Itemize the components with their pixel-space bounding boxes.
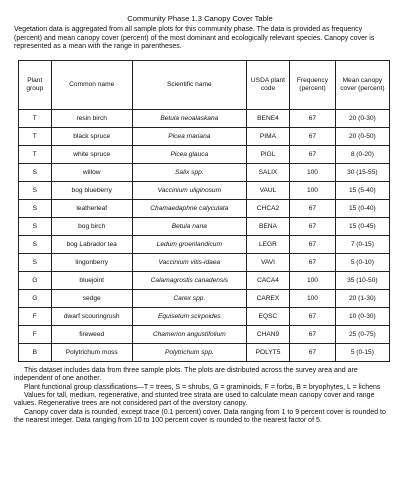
- cell-common-name: lingonberry: [51, 253, 132, 271]
- cell-mean-cover: 15 (5-40): [335, 181, 389, 199]
- table-row: [19, 289, 390, 307]
- cell-scientific-name: Carex spp.: [132, 289, 246, 307]
- cell-frequency: 100: [290, 289, 336, 307]
- cell-plant-group: F: [19, 307, 52, 325]
- cell-common-name: fireweed: [51, 325, 132, 343]
- cell-usda-code: VAUL: [246, 181, 289, 199]
- cell-usda-code: CHAN9: [246, 325, 289, 343]
- table-row: [19, 127, 390, 145]
- cell-usda-code: SALIX: [246, 163, 289, 181]
- header-mean-cover: Mean canopy cover (percent): [335, 60, 389, 109]
- cell-scientific-name: Polytrichum spp.: [132, 343, 246, 361]
- cell-frequency: 67: [290, 127, 336, 145]
- cell-scientific-name: Chamerion angustifolium: [132, 325, 246, 343]
- cell-common-name: bog birch: [51, 217, 132, 235]
- cell-usda-code: VAVI: [246, 253, 289, 271]
- cell-common-name: white spruce: [51, 145, 132, 163]
- cell-scientific-name: Betula nana: [132, 217, 246, 235]
- cell-scientific-name: Vaccinium vitis-idaea: [132, 253, 246, 271]
- cell-common-name: bog blueberry: [51, 181, 132, 199]
- cell-scientific-name: Calamagrostis canadensis: [132, 271, 246, 289]
- cell-frequency: 67: [290, 307, 336, 325]
- canopy-cover-table: [18, 60, 390, 362]
- cell-frequency: 67: [290, 217, 336, 235]
- note-functional-groups: Plant functional group classifications—T = trees, S = shrubs, G = graminoids, F = forbs, B = bryophytes, L = lichens: [24, 383, 381, 391]
- cell-plant-group: S: [19, 235, 52, 253]
- table-row: [19, 325, 390, 343]
- cell-plant-group: B: [19, 343, 52, 361]
- cell-plant-group: G: [19, 271, 52, 289]
- header-plant-group: Plant group: [19, 60, 52, 109]
- cell-scientific-name: Equisetum scirpoides: [132, 307, 246, 325]
- cell-usda-code: LEGR: [246, 235, 289, 253]
- cell-usda-code: EQSC: [246, 307, 289, 325]
- note-rounding: Canopy cover data is rounded, except trace (0.1 percent) cover. Data ranging from 1 to 9 percent cover is rounded to the nearest integer. Data ranging from 10 to 100 percent cover is rounded to the nearest factor of 5.: [14, 408, 386, 425]
- table-header-row: [19, 60, 390, 109]
- cell-common-name: bluejoint: [51, 271, 132, 289]
- cell-mean-cover: 15 (0-45): [335, 217, 389, 235]
- cell-usda-code: BENE4: [246, 109, 289, 127]
- cell-usda-code: CAREX: [246, 289, 289, 307]
- cell-mean-cover: 30 (15-55): [335, 163, 389, 181]
- cell-mean-cover: 15 (0-40): [335, 199, 389, 217]
- table-row: [19, 253, 390, 271]
- cell-common-name: Polytrichum moss: [51, 343, 132, 361]
- cell-mean-cover: 5 (0-15): [335, 343, 389, 361]
- table-row: [19, 181, 390, 199]
- cell-scientific-name: Ledum groenlandicum: [132, 235, 246, 253]
- table-row: [19, 271, 390, 289]
- cell-usda-code: POLYT5: [246, 343, 289, 361]
- cell-common-name: leatherleaf: [51, 199, 132, 217]
- cell-mean-cover: 20 (1-30): [335, 289, 389, 307]
- table-row: [19, 109, 390, 127]
- cell-scientific-name: Vaccinium uliginosum: [132, 181, 246, 199]
- cell-plant-group: T: [19, 145, 52, 163]
- cell-mean-cover: 5 (0-10): [335, 253, 389, 271]
- table-row: [19, 307, 390, 325]
- cell-frequency: 67: [290, 199, 336, 217]
- cell-frequency: 100: [290, 163, 336, 181]
- cell-frequency: 67: [290, 145, 336, 163]
- cell-frequency: 67: [290, 235, 336, 253]
- cell-common-name: resin birch: [51, 109, 132, 127]
- table-row: [19, 217, 390, 235]
- table-row: [19, 199, 390, 217]
- cell-mean-cover: 10 (0-30): [335, 307, 389, 325]
- cell-usda-code: PIGL: [246, 145, 289, 163]
- cell-plant-group: S: [19, 253, 52, 271]
- cell-scientific-name: Chamaedaphne calyculata: [132, 199, 246, 217]
- cell-mean-cover: 8 (0-20): [335, 145, 389, 163]
- cell-frequency: 67: [290, 109, 336, 127]
- cell-scientific-name: Picea glauca: [132, 145, 246, 163]
- table-body: [19, 109, 390, 361]
- cell-scientific-name: Salix spp.: [132, 163, 246, 181]
- cell-frequency: 67: [290, 253, 336, 271]
- document-title: Community Phase 1.3 Canopy Cover Table: [127, 14, 273, 23]
- table-row: [19, 163, 390, 181]
- cell-plant-group: G: [19, 289, 52, 307]
- cell-frequency: 100: [290, 271, 336, 289]
- cell-common-name: willow: [51, 163, 132, 181]
- cell-usda-code: PIMA: [246, 127, 289, 145]
- header-common-name: Common name: [51, 60, 132, 109]
- cell-plant-group: S: [19, 199, 52, 217]
- cell-plant-group: T: [19, 127, 52, 145]
- cell-plant-group: F: [19, 325, 52, 343]
- cell-mean-cover: 20 (0-50): [335, 127, 389, 145]
- notes-section: [14, 367, 386, 426]
- cell-usda-code: CACA4: [246, 271, 289, 289]
- cell-scientific-name: Picea mariana: [132, 127, 246, 145]
- table-row: [19, 343, 390, 361]
- cell-common-name: bog Labrador tea: [51, 235, 132, 253]
- cell-scientific-name: Betula neoalaskana: [132, 109, 246, 127]
- cell-plant-group: T: [19, 109, 52, 127]
- cell-frequency: 100: [290, 181, 336, 199]
- cell-mean-cover: 20 (0-30): [335, 109, 389, 127]
- cell-usda-code: BENA: [246, 217, 289, 235]
- header-frequency: Frequency (percent): [290, 60, 336, 109]
- cell-plant-group: S: [19, 163, 52, 181]
- table-row: [19, 145, 390, 163]
- header-usda-code: USDA plant code: [246, 60, 289, 109]
- header-scientific-name: Scientific name: [132, 60, 246, 109]
- table-row: [19, 235, 390, 253]
- cell-usda-code: CHCA2: [246, 199, 289, 217]
- note-tree-strata: Values for tall, medium, regenerative, and stunted tree strata are used to calculate mean canopy cover and range values. Regenerative trees are not considered part of the overstory canopy.: [14, 392, 375, 408]
- cell-mean-cover: 35 (10-50): [335, 271, 389, 289]
- cell-plant-group: S: [19, 181, 52, 199]
- cell-plant-group: S: [19, 217, 52, 235]
- cell-common-name: sedge: [51, 289, 132, 307]
- cell-common-name: black spruce: [51, 127, 132, 145]
- document-intro: Vegetation data is aggregated from all sample plots for this community phase. The data is provided as frequency (percent) and mean canopy cover (percent) of the most dominant and ecologically relevant species. Canopy cover is represented as a mean with the range in parentheses.: [14, 26, 375, 51]
- cell-mean-cover: 7 (0-15): [335, 235, 389, 253]
- note-sample-plots: This dataset includes data from three sample plots. The plots are distributed across the survey area and are independent of one another.: [14, 366, 358, 383]
- cell-mean-cover: 25 (0-75): [335, 325, 389, 343]
- cell-common-name: dwarf scouringrush: [51, 307, 132, 325]
- cell-frequency: 67: [290, 343, 336, 361]
- cell-frequency: 67: [290, 325, 336, 343]
